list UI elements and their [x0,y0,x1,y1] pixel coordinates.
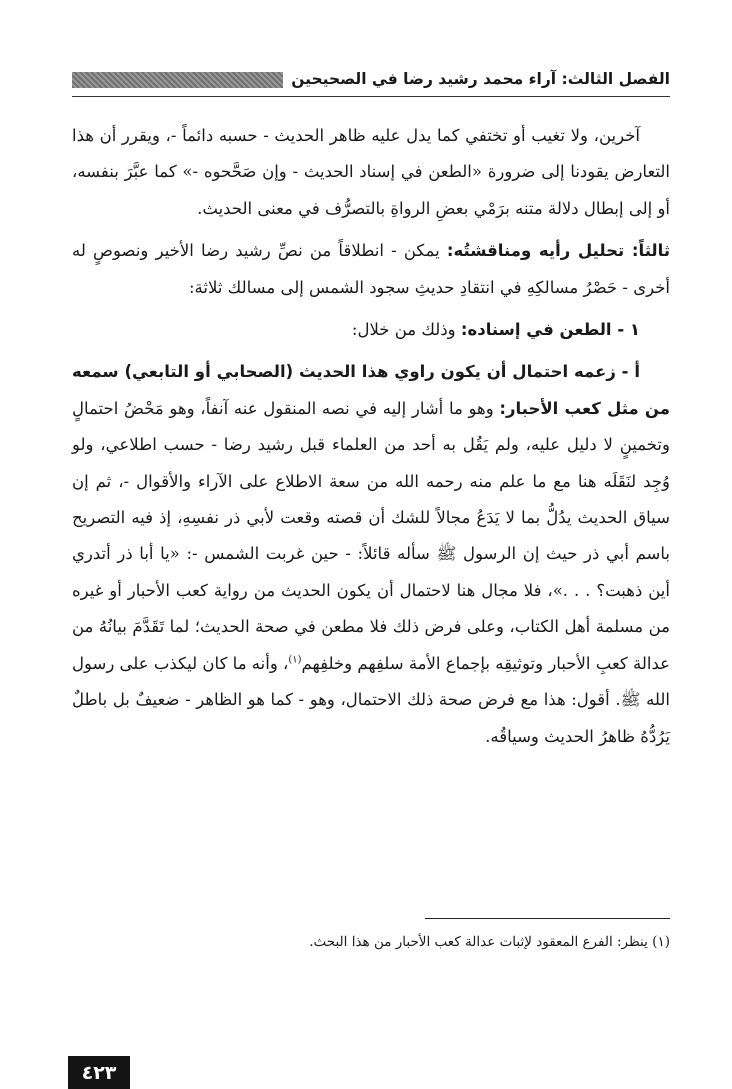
paragraph-4-text-a: وهو ما أشار إليه في نصه المنقول عنه آنفاً، وهو مَحْضُ احتمالٍ وتخمينٍ لا دليل عليه، ولم يَقُل به أحد من العلماء قبل رشيد رضا - حسب اطلاعي، ولو وُجِد لنَقَلَه هنا مع ما علم منه رحمه الله من سعة الاطلاع على الآراء والأقوال -، ثم إن سياق الحديث يدُلُّ بما لا يَدَعُ مجالاً للشك أن قصته وقعت لأبي ذر نفسِهِ، إذ فيه التصريح باسم أبي ذر حيث إن الرسول ﷺ سأله قائلاً: - حين غربت الشمس -: «يا أبا ذر أتدري أين ذهبت؟ . . .»، فلا مجال هنا لاحتمال أن يكون الحديث من رواية كعب الأحبار أو غيره من مسلمة أهل الكتاب، وعلى فرض ذلك فلا مطعن في صحة الحديث؛ لما تَقَدَّمَ بيانُهُ من عدالة كعبِ الأحبار وتوثيقِه بإجماع الأمة سلفِهم وخلفِهم [72,398,670,673]
footnote-divider [425,918,670,919]
footnote-1: (١) ينظر: الفرع المعقود لإثبات عدالة كعب الأحبار من هذا البحث. [309,934,670,950]
running-header [72,62,670,97]
paragraph-2 [72,233,670,306]
paragraph-1: آخرين، ولا تغيب أو تختفي كما يدل عليه ظاهر الحديث - حسبه دائماً -، ويقرر أن هذا التعارض يقودنا إلى ضرورة «الطعن في إسناد الحديث - وإن صَحَّحوه -» كما عبَّرَ بنفسه، أو إلى إبطال دلالة متنه برَمْي بعضِ الرواةِ بالتصرُّف في معنى الحديث. [72,126,670,218]
page-number: ٤٢٣ [68,1056,130,1089]
subheading-chain-critique: ١ - الطعن في إسناده: [460,320,640,340]
footnote-marker[interactable]: (١) [288,654,302,666]
paragraph-4 [72,354,670,754]
paragraph-3 [72,312,670,348]
header-decorative-band [72,72,283,88]
section-heading-analysis: ثالثاً: تحليل رأيه ومناقشتُه: [446,241,671,261]
point-a-heading: أ - زعمه احتمال أن يكون راوي هذا الحديث (الصحابي أو التابعي) سمعه من مثل كعب الأحبار: [72,362,670,418]
paragraph-2-text: يمكن - انطلاقاً من نصِّ رشيد رضا الأخير ونصوصٍ له أخرى - حَصْرُ مسالكِهِ في انتقادِ حديثِ سجود الشمس إلى مسالك ثلاثة: [72,241,670,297]
paragraph-4-text-b: ، وأنه ما كان ليكذب على رسول الله ﷺ. أقول: هذا مع فرض صحة ذلك الاحتمال، وهو - كما هو الظاهر - ضعيفٌ بل باطلٌ يَرُدُّهُ ظاهرُ الحديث وسياقُه. [72,653,670,746]
paragraph-3-text: وذلك من خلال: [351,320,461,340]
main-text [72,118,670,755]
running-header-title: الفصل الثالث: آراء محمد رشيد رضا في الصحيحين [291,70,670,88]
